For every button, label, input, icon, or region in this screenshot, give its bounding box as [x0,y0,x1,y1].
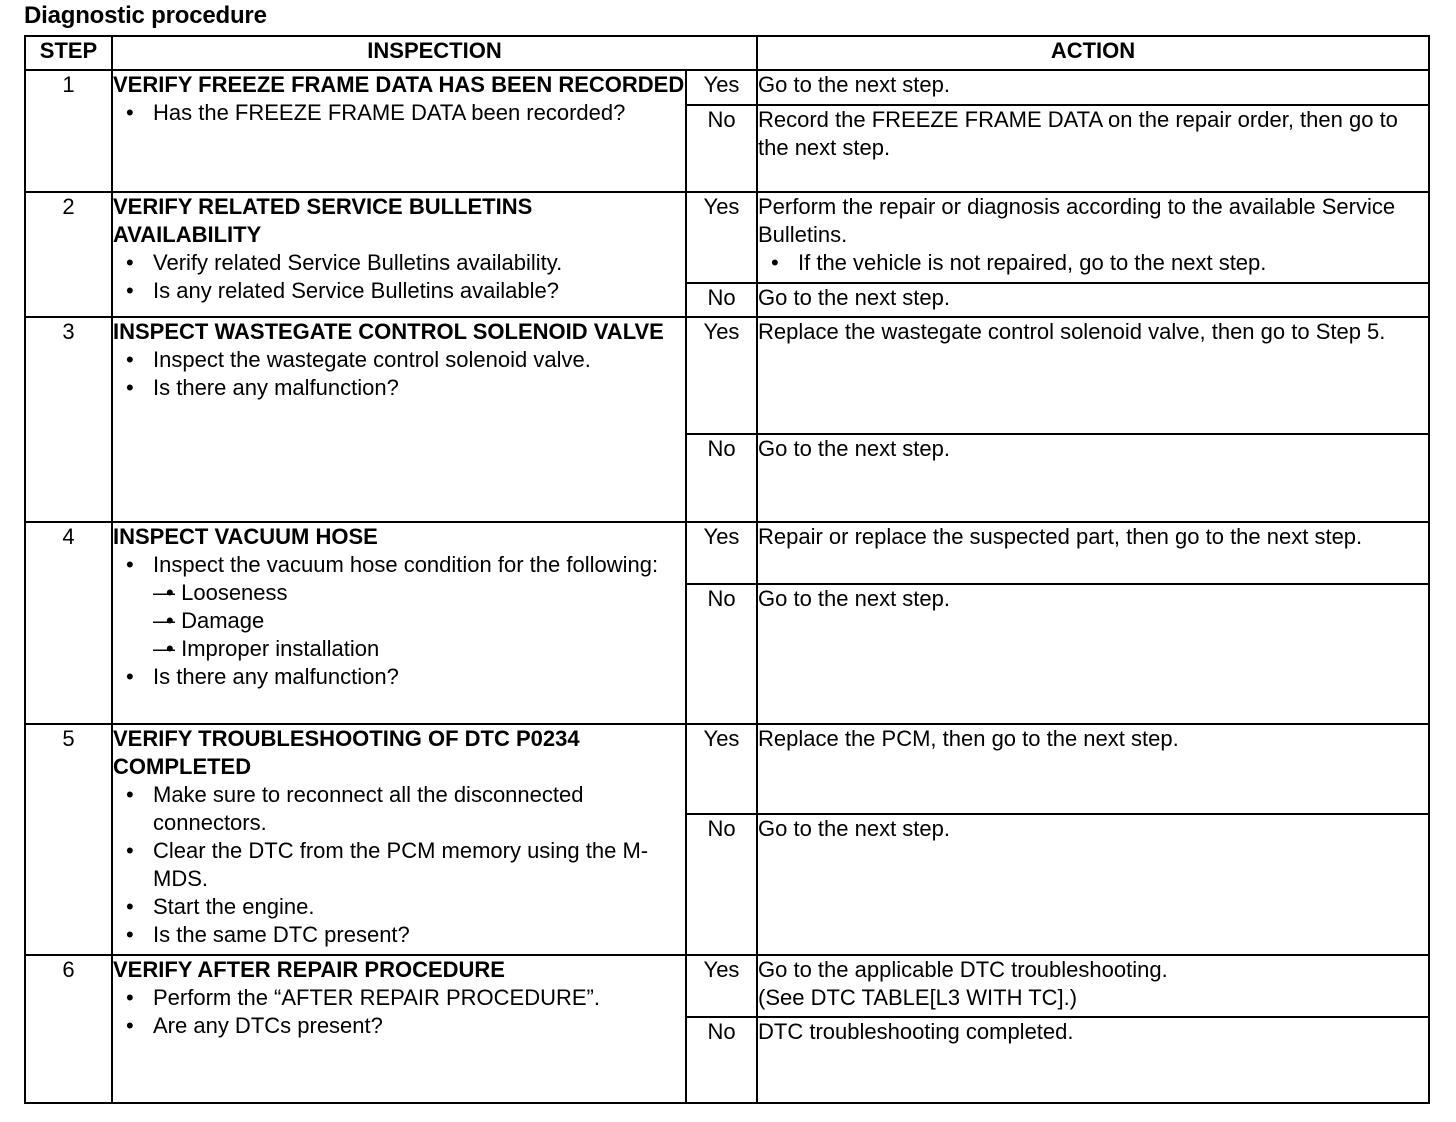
yes-action: Replace the PCM, then go to the next step. [757,724,1429,814]
page-title: Diagnostic procedure [24,2,267,29]
list-item [113,551,685,663]
no-label: No [686,814,757,955]
inspection-cell [112,724,686,955]
yes-action [757,192,1429,283]
list-item: • Clear the DTC from the PCM memory using the M-MDS. [113,837,685,893]
list-item: • Is any related Service Bulletins available? [113,277,685,305]
action-bullets [758,249,1428,277]
step-number: 3 [25,317,112,522]
yes-action-text: Perform the repair or diagnosis according to the available Service Bulletins. [758,194,1396,247]
table-header-row [25,36,1429,70]
yes-label: Yes [686,955,757,1017]
no-action: Go to the next step. [757,434,1429,522]
inspection-heading: INSPECT VACUUM HOSE [113,524,378,549]
inspection-heading: INSPECT WASTEGATE CONTROL SOLENOID VALVE [113,319,664,344]
table-row [25,522,1429,584]
inspection-bullets [113,984,685,1040]
yes-label: Yes [686,70,757,105]
header-step: STEP [25,36,112,70]
step-number: 1 [25,70,112,192]
inspection-heading: VERIFY TROUBLESHOOTING OF DTC P0234 COMPLETED [113,726,580,779]
list-item: • Has the FREEZE FRAME DATA been recorded? [113,99,685,127]
yes-label: Yes [686,522,757,584]
dash-list [153,579,685,663]
yes-action-reference: (See DTC TABLE[L3 WITH TC].) [758,985,1078,1010]
yes-label: Yes [686,724,757,814]
step-number: 2 [25,192,112,317]
yes-action: Go to the next step. [757,70,1429,105]
table-row [25,70,1429,105]
inspection-bullets [113,551,685,691]
list-item: • If the vehicle is not repaired, go to the next step. [758,249,1428,277]
yes-action: Repair or replace the suspected part, then go to the next step. [757,522,1429,584]
table-row [25,955,1429,1017]
yes-label: Yes [686,192,757,283]
dash-item: • — Looseness [153,579,685,607]
no-label: No [686,1017,757,1103]
list-item: • Is there any malfunction? [113,374,685,402]
list-item: • Is the same DTC present? [113,921,685,949]
no-label: No [686,434,757,522]
inspection-heading: VERIFY FREEZE FRAME DATA HAS BEEN RECORDED [113,72,685,97]
bullet-text: Inspect the vacuum hose condition for the following: [153,552,659,577]
table-row [25,317,1429,434]
header-inspection: INSPECTION [112,36,757,70]
no-label: No [686,105,757,192]
yes-action: Replace the wastegate control solenoid valve, then go to Step 5. [757,317,1429,434]
inspection-heading: VERIFY RELATED SERVICE BULLETINS AVAILABILITY [113,194,533,247]
inspection-cell [112,522,686,724]
inspection-bullets [113,346,685,402]
dash-item: • — Improper installation [153,635,685,663]
no-label: No [686,283,757,317]
step-number: 5 [25,724,112,955]
step-number: 4 [25,522,112,724]
table-row [25,192,1429,283]
diagnostic-procedure-table [24,35,1430,1104]
list-item: • Are any DTCs present? [113,1012,685,1040]
dash-item: • — Damage [153,607,685,635]
no-action: DTC troubleshooting completed. [757,1017,1429,1103]
no-action: Go to the next step. [757,584,1429,724]
header-action: ACTION [757,36,1429,70]
inspection-bullets [113,249,685,305]
list-item: • Perform the “AFTER REPAIR PROCEDURE”. [113,984,685,1012]
yes-action-text: Go to the applicable DTC troubleshooting. [758,957,1168,982]
no-action: Go to the next step. [757,814,1429,955]
inspection-heading: VERIFY AFTER REPAIR PROCEDURE [113,957,505,982]
yes-label: Yes [686,317,757,434]
inspection-bullets [113,781,685,949]
list-item: • Verify related Service Bulletins availability. [113,249,685,277]
inspection-cell [112,317,686,522]
no-action: Record the FREEZE FRAME DATA on the repair order, then go to the next step. [757,105,1429,192]
step-number: 6 [25,955,112,1103]
inspection-bullets [113,99,685,127]
list-item: • Is there any malfunction? [113,663,685,691]
no-action: Go to the next step. [757,283,1429,317]
list-item: • Inspect the wastegate control solenoid valve. [113,346,685,374]
inspection-cell [112,70,686,192]
inspection-cell [112,192,686,317]
table-row [25,724,1429,814]
list-item: • Make sure to reconnect all the disconnected connectors. [113,781,685,837]
no-label: No [686,584,757,724]
list-item: • Start the engine. [113,893,685,921]
yes-action [757,955,1429,1017]
inspection-cell [112,955,686,1103]
